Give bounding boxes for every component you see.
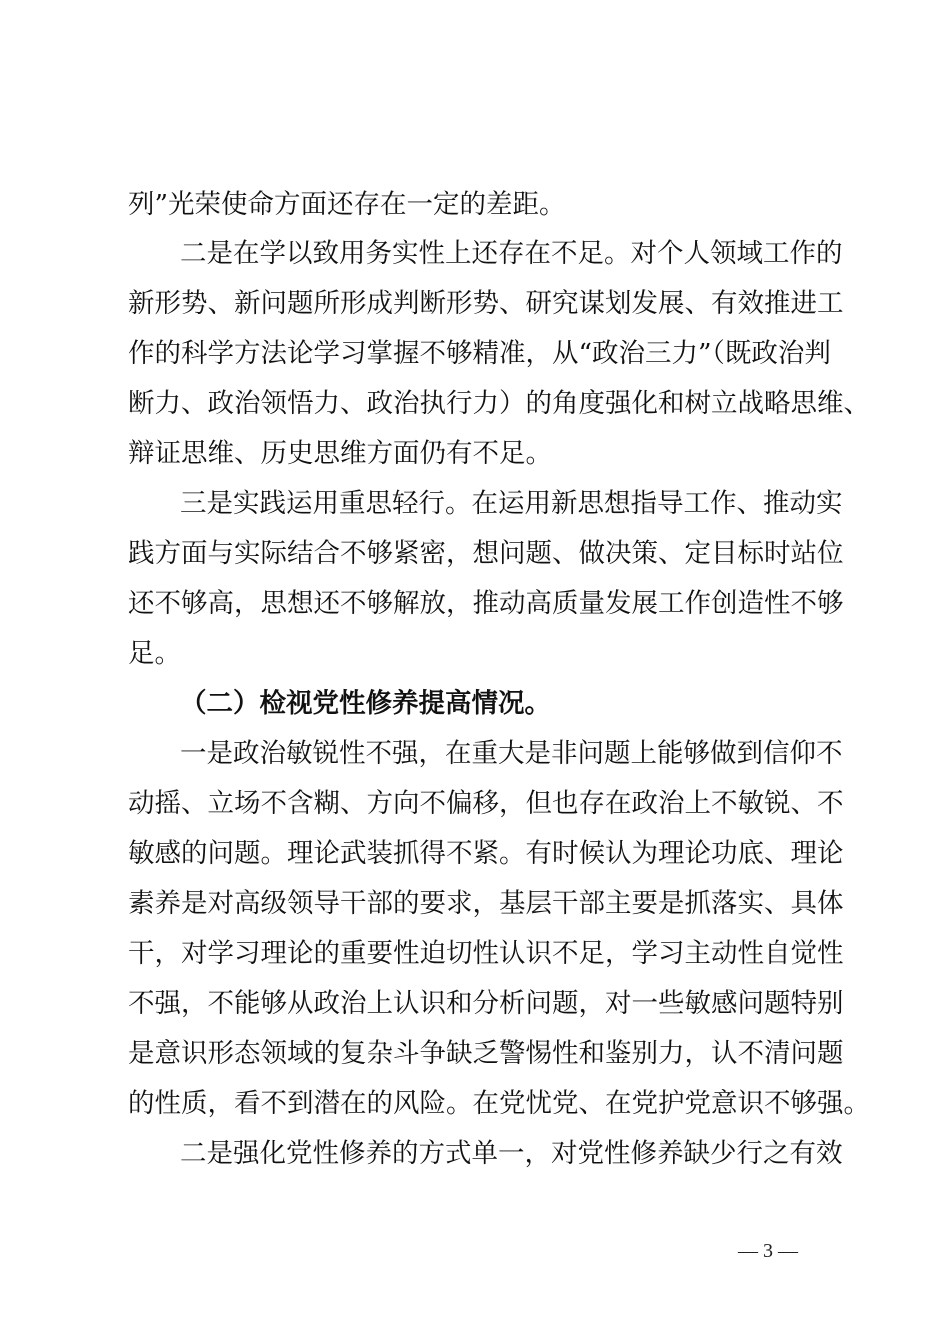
text-line: 素养是对高级领导干部的要求，基层干部主要是抓落实、具体 bbox=[128, 888, 844, 919]
text-line: 新形势、新问题所形成判断形势、研究谋划发展、有效推进工 bbox=[128, 288, 844, 319]
text-line: 断力、政治领悟力、政治执行力）的角度强化和树立战略思维、 bbox=[128, 388, 870, 419]
text-line: 动摇、立场不含糊、方向不偏移，但也存在政治上不敏锐、不 bbox=[128, 788, 844, 819]
text-line: 二是强化党性修养的方式单一，对党性修养缺少行之有效 bbox=[180, 1138, 843, 1169]
text-line: 列”光荣使命方面还存在一定的差距。 bbox=[128, 189, 566, 220]
text-line: 敏感的问题。理论武装抓得不紧。有时候认为理论功底、理论 bbox=[128, 838, 844, 869]
text-line: 足。 bbox=[128, 638, 181, 669]
text-line: 干，对学习理论的重要性迫切性认识不足，学习主动性自觉性 bbox=[128, 938, 844, 969]
text-line: 不强，不能够从政治上认识和分析问题，对一些敏感问题特别 bbox=[128, 988, 844, 1019]
text-line: 作的科学方法论学习掌握不够精准，从“政治三力”（既政治判 bbox=[128, 338, 831, 369]
text-line: 是意识形态领域的复杂斗争缺乏警惕性和鉴别力，认不清问题 bbox=[128, 1038, 844, 1069]
text-line: 二是在学以致用务实性上还存在不足。对个人领域工作的 bbox=[180, 238, 843, 269]
text-line: 践方面与实际结合不够紧密，想问题、做决策、定目标时站位 bbox=[128, 538, 844, 569]
text-line: 一是政治敏锐性不强，在重大是非问题上能够做到信仰不 bbox=[180, 738, 843, 769]
text-line: 三是实践运用重思轻行。在运用新思想指导工作、推动实 bbox=[180, 488, 843, 519]
section-heading: （二）检视党性修养提高情况。 bbox=[180, 688, 551, 719]
text-line: 的性质，看不到潜在的风险。在党忧党、在党护党意识不够强。 bbox=[128, 1088, 870, 1119]
text-line: 还不够高，思想还不够解放，推动高质量发展工作创造性不够 bbox=[128, 588, 844, 619]
text-line: 辩证思维、历史思维方面仍有不足。 bbox=[128, 438, 552, 469]
page-number: — 3 — bbox=[738, 1240, 798, 1262]
